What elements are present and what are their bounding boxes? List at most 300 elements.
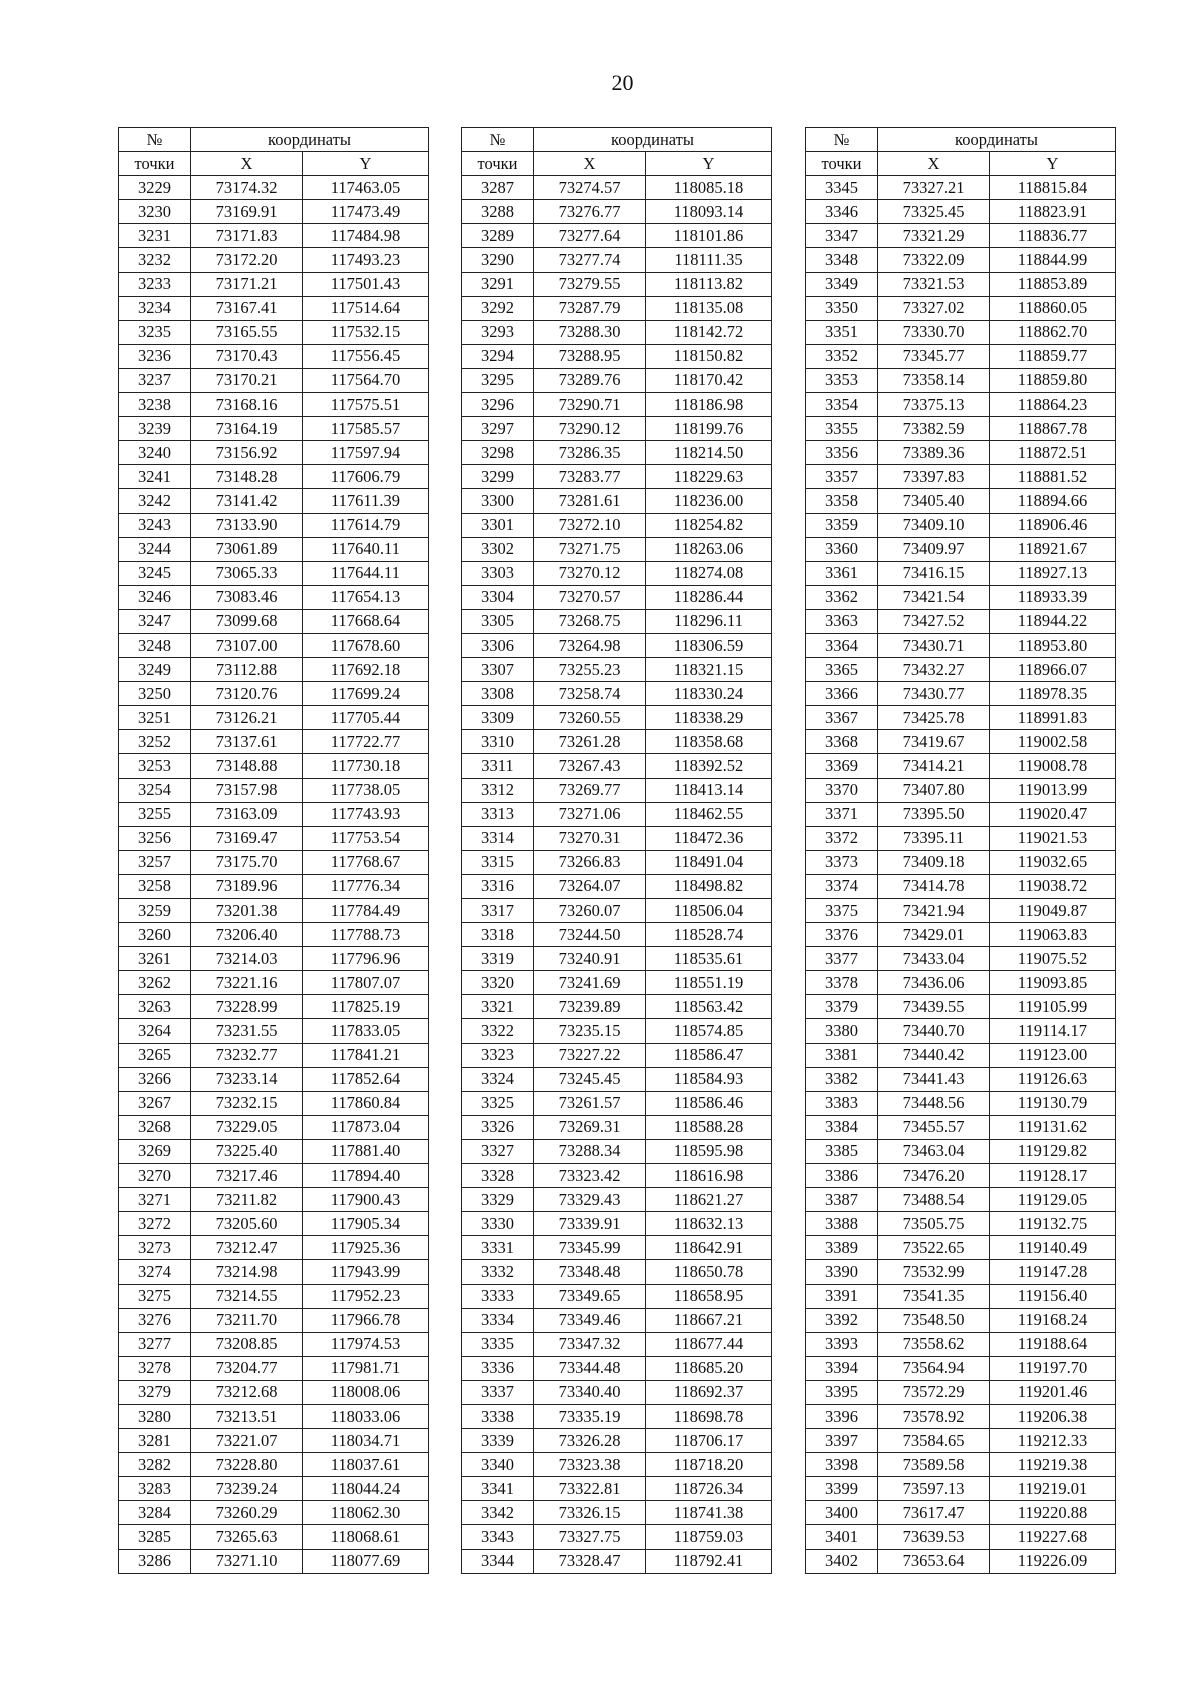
y-coordinate-cell: 117493.23 (303, 248, 429, 272)
table-row (462, 826, 772, 850)
x-coordinate-cell: 73208.85 (191, 1332, 303, 1356)
x-coordinate-cell: 73345.99 (534, 1236, 646, 1260)
y-coordinate-cell: 119129.82 (990, 1139, 1116, 1163)
x-coordinate-cell: 73267.43 (534, 754, 646, 778)
table-row (119, 706, 429, 730)
x-coordinate-cell: 73327.75 (534, 1525, 646, 1549)
table-row (462, 1164, 772, 1188)
y-coordinate-cell: 118588.28 (646, 1115, 772, 1139)
y-coordinate-cell: 118093.14 (646, 200, 772, 224)
table-row (119, 1236, 429, 1260)
table-row (119, 1477, 429, 1501)
x-coordinate-cell: 73436.06 (878, 971, 990, 995)
point-number-cell: 3262 (119, 971, 191, 995)
y-coordinate-cell: 118033.06 (303, 1404, 429, 1428)
x-coordinate-cell: 73228.99 (191, 995, 303, 1019)
y-coordinate-cell: 117881.40 (303, 1139, 429, 1163)
table-row (462, 923, 772, 947)
y-coordinate-cell: 119130.79 (990, 1091, 1116, 1115)
x-coordinate-cell: 73339.91 (534, 1212, 646, 1236)
x-coordinate-cell: 73429.01 (878, 923, 990, 947)
point-number-cell: 3273 (119, 1236, 191, 1260)
table-row (462, 320, 772, 344)
table-row (462, 1019, 772, 1043)
table-row (119, 1115, 429, 1139)
point-number-cell: 3290 (462, 248, 534, 272)
table-row (462, 1404, 772, 1428)
point-number-cell: 3263 (119, 995, 191, 1019)
point-number-cell: 3328 (462, 1164, 534, 1188)
x-coordinate-cell: 73578.92 (878, 1404, 990, 1428)
header-coordinates: координаты (878, 128, 1116, 152)
table-row (462, 1139, 772, 1163)
table-row (806, 441, 1116, 465)
point-number-cell: 3386 (806, 1164, 878, 1188)
y-coordinate-cell: 118413.14 (646, 778, 772, 802)
x-coordinate-cell: 73541.35 (878, 1284, 990, 1308)
table-row (806, 1477, 1116, 1501)
point-number-cell: 3340 (462, 1453, 534, 1477)
table-row (462, 899, 772, 923)
point-number-cell: 3378 (806, 971, 878, 995)
x-coordinate-cell: 73433.04 (878, 947, 990, 971)
point-number-cell: 3298 (462, 441, 534, 465)
x-coordinate-cell: 73597.13 (878, 1477, 990, 1501)
point-number-cell: 3382 (806, 1067, 878, 1091)
point-number-cell: 3305 (462, 609, 534, 633)
point-number-cell: 3260 (119, 923, 191, 947)
x-coordinate-cell: 73164.19 (191, 417, 303, 441)
y-coordinate-cell: 118068.61 (303, 1525, 429, 1549)
y-coordinate-cell: 117833.05 (303, 1019, 429, 1043)
x-coordinate-cell: 73440.70 (878, 1019, 990, 1043)
y-coordinate-cell: 117699.24 (303, 682, 429, 706)
x-coordinate-cell: 73322.09 (878, 248, 990, 272)
table-row (806, 513, 1116, 537)
y-coordinate-cell: 117473.49 (303, 200, 429, 224)
x-coordinate-cell: 73212.68 (191, 1380, 303, 1404)
y-coordinate-cell: 119021.53 (990, 826, 1116, 850)
header-x: X (191, 152, 303, 176)
point-number-cell: 3338 (462, 1404, 534, 1428)
x-coordinate-cell: 73189.96 (191, 874, 303, 898)
point-number-cell: 3234 (119, 296, 191, 320)
table-row (462, 947, 772, 971)
table-row (119, 730, 429, 754)
y-coordinate-cell: 118642.91 (646, 1236, 772, 1260)
table-row (119, 633, 429, 657)
point-number-cell: 3364 (806, 633, 878, 657)
y-coordinate-cell: 117644.11 (303, 561, 429, 585)
point-number-cell: 3307 (462, 658, 534, 682)
x-coordinate-cell: 73344.48 (534, 1356, 646, 1380)
y-coordinate-cell: 118563.42 (646, 995, 772, 1019)
table-row (806, 730, 1116, 754)
y-coordinate-cell: 119002.58 (990, 730, 1116, 754)
y-coordinate-cell: 119105.99 (990, 995, 1116, 1019)
point-number-cell: 3291 (462, 272, 534, 296)
y-coordinate-cell: 117753.54 (303, 826, 429, 850)
x-coordinate-cell: 73348.48 (534, 1260, 646, 1284)
x-coordinate-cell: 73397.83 (878, 465, 990, 489)
point-number-cell: 3397 (806, 1429, 878, 1453)
y-coordinate-cell: 117825.19 (303, 995, 429, 1019)
point-number-cell: 3272 (119, 1212, 191, 1236)
table-row (806, 176, 1116, 200)
table-row (806, 224, 1116, 248)
point-number-cell: 3308 (462, 682, 534, 706)
table-row (119, 393, 429, 417)
x-coordinate-cell: 73347.32 (534, 1332, 646, 1356)
point-number-cell: 3391 (806, 1284, 878, 1308)
point-number-cell: 3380 (806, 1019, 878, 1043)
y-coordinate-cell: 119156.40 (990, 1284, 1116, 1308)
header-number-bottom: точки (119, 152, 191, 176)
point-number-cell: 3253 (119, 754, 191, 778)
table-row (119, 344, 429, 368)
x-coordinate-cell: 73276.77 (534, 200, 646, 224)
table-row (806, 585, 1116, 609)
x-coordinate-cell: 73409.10 (878, 513, 990, 537)
table-row (806, 393, 1116, 417)
point-number-cell: 3276 (119, 1308, 191, 1332)
x-coordinate-cell: 73225.40 (191, 1139, 303, 1163)
x-coordinate-cell: 73277.74 (534, 248, 646, 272)
x-coordinate-cell: 73279.55 (534, 272, 646, 296)
point-number-cell: 3358 (806, 489, 878, 513)
table-row (806, 1308, 1116, 1332)
x-coordinate-cell: 73382.59 (878, 417, 990, 441)
point-number-cell: 3339 (462, 1429, 534, 1453)
table-row (119, 1308, 429, 1332)
y-coordinate-cell: 119093.85 (990, 971, 1116, 995)
y-coordinate-cell: 118853.89 (990, 272, 1116, 296)
y-coordinate-cell: 118330.24 (646, 682, 772, 706)
table-row (806, 826, 1116, 850)
y-coordinate-cell: 119126.63 (990, 1067, 1116, 1091)
y-coordinate-cell: 118966.07 (990, 658, 1116, 682)
point-number-cell: 3271 (119, 1188, 191, 1212)
y-coordinate-cell: 117981.71 (303, 1356, 429, 1380)
x-coordinate-cell: 73271.10 (191, 1549, 303, 1573)
y-coordinate-cell: 118321.15 (646, 658, 772, 682)
x-coordinate-cell: 73323.42 (534, 1164, 646, 1188)
point-number-cell: 3239 (119, 417, 191, 441)
table-row (806, 1453, 1116, 1477)
y-coordinate-cell: 119020.47 (990, 802, 1116, 826)
table-row (462, 1501, 772, 1525)
y-coordinate-cell: 118506.04 (646, 899, 772, 923)
x-coordinate-cell: 73345.77 (878, 344, 990, 368)
x-coordinate-cell: 73260.55 (534, 706, 646, 730)
point-number-cell: 3395 (806, 1380, 878, 1404)
x-coordinate-cell: 73425.78 (878, 706, 990, 730)
y-coordinate-cell: 118498.82 (646, 874, 772, 898)
table-row (462, 368, 772, 392)
y-coordinate-cell: 117796.96 (303, 947, 429, 971)
y-coordinate-cell: 119197.70 (990, 1356, 1116, 1380)
y-coordinate-cell: 119128.17 (990, 1164, 1116, 1188)
y-coordinate-cell: 118150.82 (646, 344, 772, 368)
point-number-cell: 3343 (462, 1525, 534, 1549)
table-row (806, 633, 1116, 657)
y-coordinate-cell: 118584.93 (646, 1067, 772, 1091)
table-row (462, 1212, 772, 1236)
table-row (119, 1019, 429, 1043)
x-coordinate-cell: 73107.00 (191, 633, 303, 657)
x-coordinate-cell: 73170.21 (191, 368, 303, 392)
table-row (806, 320, 1116, 344)
y-coordinate-cell: 118862.70 (990, 320, 1116, 344)
x-coordinate-cell: 73463.04 (878, 1139, 990, 1163)
y-coordinate-cell: 118254.82 (646, 513, 772, 537)
point-number-cell: 3336 (462, 1356, 534, 1380)
y-coordinate-cell: 117722.77 (303, 730, 429, 754)
y-coordinate-cell: 119114.17 (990, 1019, 1116, 1043)
x-coordinate-cell: 73430.77 (878, 682, 990, 706)
point-number-cell: 3354 (806, 393, 878, 417)
y-coordinate-cell: 117501.43 (303, 272, 429, 296)
table-row (462, 1091, 772, 1115)
table-row (462, 561, 772, 585)
point-number-cell: 3331 (462, 1236, 534, 1260)
y-coordinate-cell: 118111.35 (646, 248, 772, 272)
x-coordinate-cell: 73283.77 (534, 465, 646, 489)
y-coordinate-cell: 118859.77 (990, 344, 1116, 368)
y-coordinate-cell: 118864.23 (990, 393, 1116, 417)
coordinates-table-2 (461, 127, 772, 1574)
table-row (119, 200, 429, 224)
x-coordinate-cell: 73375.13 (878, 393, 990, 417)
table-row (119, 296, 429, 320)
point-number-cell: 3259 (119, 899, 191, 923)
x-coordinate-cell: 73329.43 (534, 1188, 646, 1212)
point-number-cell: 3392 (806, 1308, 878, 1332)
x-coordinate-cell: 73239.89 (534, 995, 646, 1019)
point-number-cell: 3240 (119, 441, 191, 465)
y-coordinate-cell: 118685.20 (646, 1356, 772, 1380)
x-coordinate-cell: 73260.29 (191, 1501, 303, 1525)
point-number-cell: 3288 (462, 200, 534, 224)
point-number-cell: 3352 (806, 344, 878, 368)
x-coordinate-cell: 73148.88 (191, 754, 303, 778)
table-row (119, 537, 429, 561)
header-y: Y (303, 152, 429, 176)
table-row (806, 1067, 1116, 1091)
table-row (806, 874, 1116, 898)
header-coordinates: координаты (534, 128, 772, 152)
y-coordinate-cell: 119008.78 (990, 754, 1116, 778)
x-coordinate-cell: 73441.43 (878, 1067, 990, 1091)
table-row (806, 1380, 1116, 1404)
point-number-cell: 3297 (462, 417, 534, 441)
y-coordinate-cell: 118860.05 (990, 296, 1116, 320)
point-number-cell: 3371 (806, 802, 878, 826)
header-number-top: № (119, 128, 191, 152)
point-number-cell: 3279 (119, 1380, 191, 1404)
point-number-cell: 3351 (806, 320, 878, 344)
table-row (119, 754, 429, 778)
y-coordinate-cell: 119227.68 (990, 1525, 1116, 1549)
table-row (462, 802, 772, 826)
x-coordinate-cell: 73584.65 (878, 1429, 990, 1453)
x-coordinate-cell: 73326.28 (534, 1429, 646, 1453)
x-coordinate-cell: 73065.33 (191, 561, 303, 585)
point-number-cell: 3399 (806, 1477, 878, 1501)
table-row (119, 1332, 429, 1356)
x-coordinate-cell: 73290.71 (534, 393, 646, 417)
point-number-cell: 3252 (119, 730, 191, 754)
point-number-cell: 3383 (806, 1091, 878, 1115)
x-coordinate-cell: 73439.55 (878, 995, 990, 1019)
y-coordinate-cell: 117925.36 (303, 1236, 429, 1260)
point-number-cell: 3360 (806, 537, 878, 561)
x-coordinate-cell: 73261.57 (534, 1091, 646, 1115)
table-row (119, 609, 429, 633)
y-coordinate-cell: 117788.73 (303, 923, 429, 947)
point-number-cell: 3254 (119, 778, 191, 802)
table-row (806, 1091, 1116, 1115)
x-coordinate-cell: 73169.91 (191, 200, 303, 224)
x-coordinate-cell: 73270.57 (534, 585, 646, 609)
y-coordinate-cell: 119063.83 (990, 923, 1116, 947)
y-coordinate-cell: 118867.78 (990, 417, 1116, 441)
y-coordinate-cell: 117952.23 (303, 1284, 429, 1308)
coordinates-table-1 (118, 127, 429, 1574)
table-row (119, 489, 429, 513)
point-number-cell: 3268 (119, 1115, 191, 1139)
header-x: X (534, 152, 646, 176)
y-coordinate-cell: 118528.74 (646, 923, 772, 947)
x-coordinate-cell: 73265.63 (191, 1525, 303, 1549)
y-coordinate-cell: 117611.39 (303, 489, 429, 513)
x-coordinate-cell: 73165.55 (191, 320, 303, 344)
table-row (806, 1043, 1116, 1067)
table-row (806, 465, 1116, 489)
table-row (119, 850, 429, 874)
table-row (806, 1404, 1116, 1428)
y-coordinate-cell: 118142.72 (646, 320, 772, 344)
y-coordinate-cell: 118718.20 (646, 1453, 772, 1477)
y-coordinate-cell: 118978.35 (990, 682, 1116, 706)
y-coordinate-cell: 119049.87 (990, 899, 1116, 923)
point-number-cell: 3281 (119, 1429, 191, 1453)
point-number-cell: 3270 (119, 1164, 191, 1188)
table-row (462, 682, 772, 706)
y-coordinate-cell: 118621.27 (646, 1188, 772, 1212)
point-number-cell: 3292 (462, 296, 534, 320)
y-coordinate-cell: 117943.99 (303, 1260, 429, 1284)
table-row (806, 923, 1116, 947)
table-row (119, 1429, 429, 1453)
x-coordinate-cell: 73214.03 (191, 947, 303, 971)
point-number-cell: 3301 (462, 513, 534, 537)
table-row (119, 441, 429, 465)
point-number-cell: 3341 (462, 1477, 534, 1501)
table-row (806, 609, 1116, 633)
x-coordinate-cell: 73322.81 (534, 1477, 646, 1501)
page-number: 20 (611, 70, 634, 95)
point-number-cell: 3300 (462, 489, 534, 513)
y-coordinate-cell: 119129.05 (990, 1188, 1116, 1212)
x-coordinate-cell: 73244.50 (534, 923, 646, 947)
point-number-cell: 3332 (462, 1260, 534, 1284)
header-number-top: № (462, 128, 534, 152)
point-number-cell: 3376 (806, 923, 878, 947)
point-number-cell: 3275 (119, 1284, 191, 1308)
y-coordinate-cell: 118186.98 (646, 393, 772, 417)
point-number-cell: 3324 (462, 1067, 534, 1091)
x-coordinate-cell: 73432.27 (878, 658, 990, 682)
point-number-cell: 3398 (806, 1453, 878, 1477)
x-coordinate-cell: 73171.83 (191, 224, 303, 248)
y-coordinate-cell: 117768.67 (303, 850, 429, 874)
point-number-cell: 3353 (806, 368, 878, 392)
table-row (119, 176, 429, 200)
table-row (462, 754, 772, 778)
table-row (462, 344, 772, 368)
point-number-cell: 3315 (462, 850, 534, 874)
point-number-cell: 3330 (462, 1212, 534, 1236)
header-y: Y (646, 152, 772, 176)
x-coordinate-cell: 73264.07 (534, 874, 646, 898)
table-row (806, 1549, 1116, 1573)
y-coordinate-cell: 118698.78 (646, 1404, 772, 1428)
point-number-cell: 3232 (119, 248, 191, 272)
table-row (462, 1308, 772, 1332)
table-row (119, 1525, 429, 1549)
y-coordinate-cell: 117905.34 (303, 1212, 429, 1236)
table-row (462, 200, 772, 224)
table-row (119, 1284, 429, 1308)
y-coordinate-cell: 117776.34 (303, 874, 429, 898)
point-number-cell: 3344 (462, 1549, 534, 1573)
table-row (806, 1139, 1116, 1163)
point-number-cell: 3238 (119, 393, 191, 417)
x-coordinate-cell: 73274.57 (534, 176, 646, 200)
y-coordinate-cell: 117606.79 (303, 465, 429, 489)
point-number-cell: 3269 (119, 1139, 191, 1163)
y-coordinate-cell: 119131.62 (990, 1115, 1116, 1139)
x-coordinate-cell: 73289.76 (534, 368, 646, 392)
point-number-cell: 3237 (119, 368, 191, 392)
table-row (806, 1284, 1116, 1308)
point-number-cell: 3230 (119, 200, 191, 224)
point-number-cell: 3349 (806, 272, 878, 296)
table-row (806, 850, 1116, 874)
point-number-cell: 3363 (806, 609, 878, 633)
x-coordinate-cell: 73231.55 (191, 1019, 303, 1043)
x-coordinate-cell: 73430.71 (878, 633, 990, 657)
table-row (806, 1332, 1116, 1356)
point-number-cell: 3312 (462, 778, 534, 802)
table-row (119, 947, 429, 971)
point-number-cell: 3372 (806, 826, 878, 850)
point-number-cell: 3303 (462, 561, 534, 585)
point-number-cell: 3235 (119, 320, 191, 344)
x-coordinate-cell: 73330.70 (878, 320, 990, 344)
table-row (119, 465, 429, 489)
point-number-cell: 3285 (119, 1525, 191, 1549)
x-coordinate-cell: 73163.09 (191, 802, 303, 826)
table-row (462, 1043, 772, 1067)
point-number-cell: 3255 (119, 802, 191, 826)
point-number-cell: 3250 (119, 682, 191, 706)
y-coordinate-cell: 119140.49 (990, 1236, 1116, 1260)
y-coordinate-cell: 118274.08 (646, 561, 772, 585)
y-coordinate-cell: 118859.80 (990, 368, 1116, 392)
x-coordinate-cell: 73240.91 (534, 947, 646, 971)
